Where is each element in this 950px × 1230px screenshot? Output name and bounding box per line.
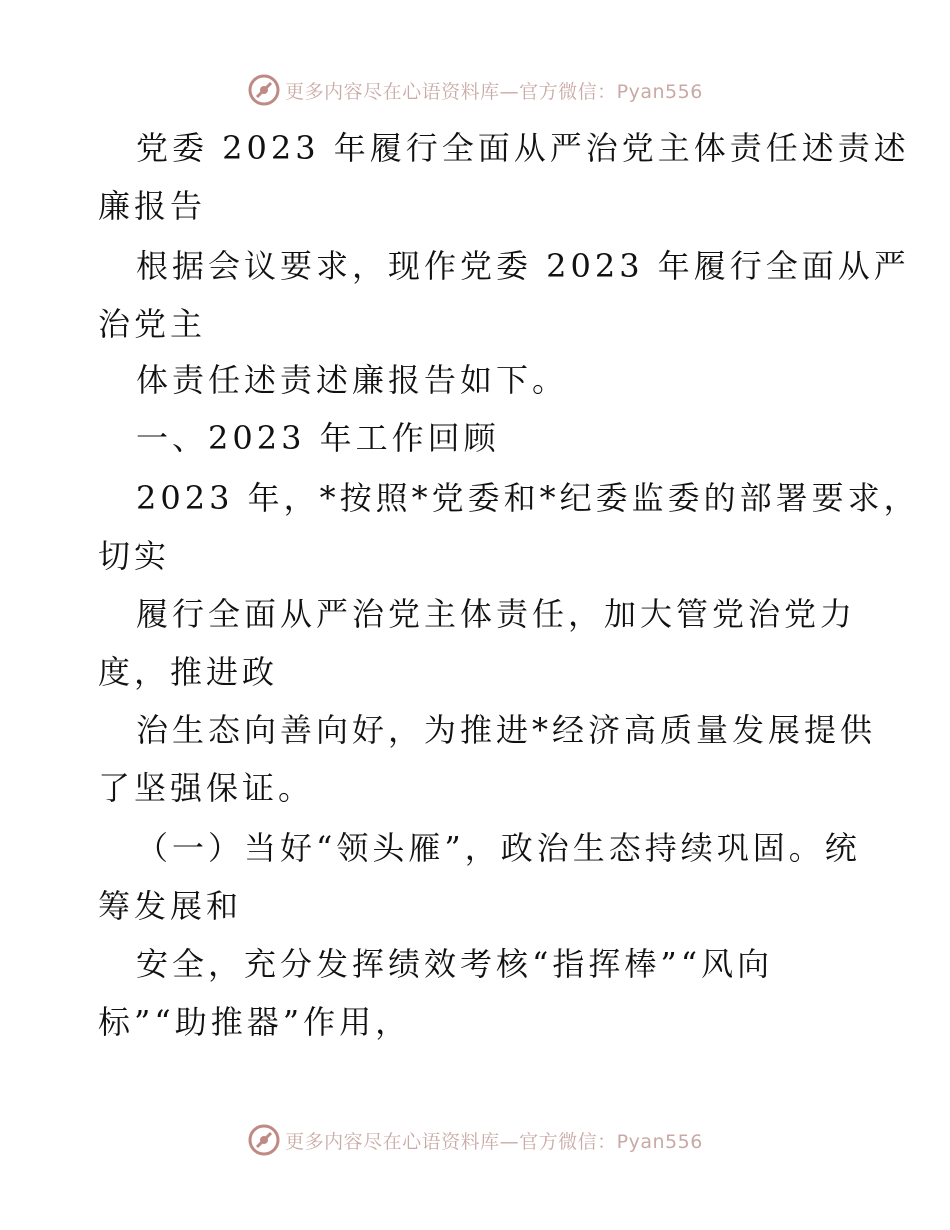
- header-watermark: [0, 70, 950, 110]
- title-line-2: 廉报告: [98, 187, 207, 225]
- paragraph-line: 治党主: [98, 305, 207, 343]
- paragraph-line: 治生态向善向好，为推进*经济高质量发展提供: [136, 711, 877, 749]
- paragraph-line: 根据会议要求，现作党委 2023 年履行全面从严: [136, 247, 910, 285]
- watermark-text: 更多内容尽在心语资料库—官方微信：Pyan556: [285, 1130, 703, 1153]
- paragraph-line: 切实: [98, 537, 171, 575]
- subsection-line: （一）当好“领头雁”，政治生态持续巩固。统: [136, 829, 861, 867]
- footer-watermark: [0, 1120, 950, 1160]
- paragraph-line: 筹发展和: [98, 887, 243, 925]
- paragraph-line: 了坚强保证。: [98, 769, 315, 807]
- paragraph-line: 安全，充分发挥绩效考核“指挥棒”“风向: [136, 945, 774, 983]
- paragraph-line: 体责任述责述廉报告如下。: [136, 361, 569, 399]
- paragraph-line: 度，推进政: [98, 653, 279, 691]
- seal-logo-icon: [247, 1123, 281, 1157]
- watermark-text: 更多内容尽在心语资料库—官方微信：Pyan556: [285, 80, 703, 103]
- seal-logo-icon: [247, 73, 281, 107]
- paragraph-line: 履行全面从严治党主体责任，加大管党治党力: [136, 595, 857, 633]
- paragraph-line: 2023 年，*按照*党委和*纪委监委的部署要求，: [136, 479, 920, 517]
- title-line-1: 党委 2023 年履行全面从严治党主体责任述责述: [136, 129, 910, 167]
- paragraph-line: 标”“助推器”作用，: [98, 1003, 412, 1041]
- section-heading: 一、2023 年工作回顾: [136, 419, 500, 457]
